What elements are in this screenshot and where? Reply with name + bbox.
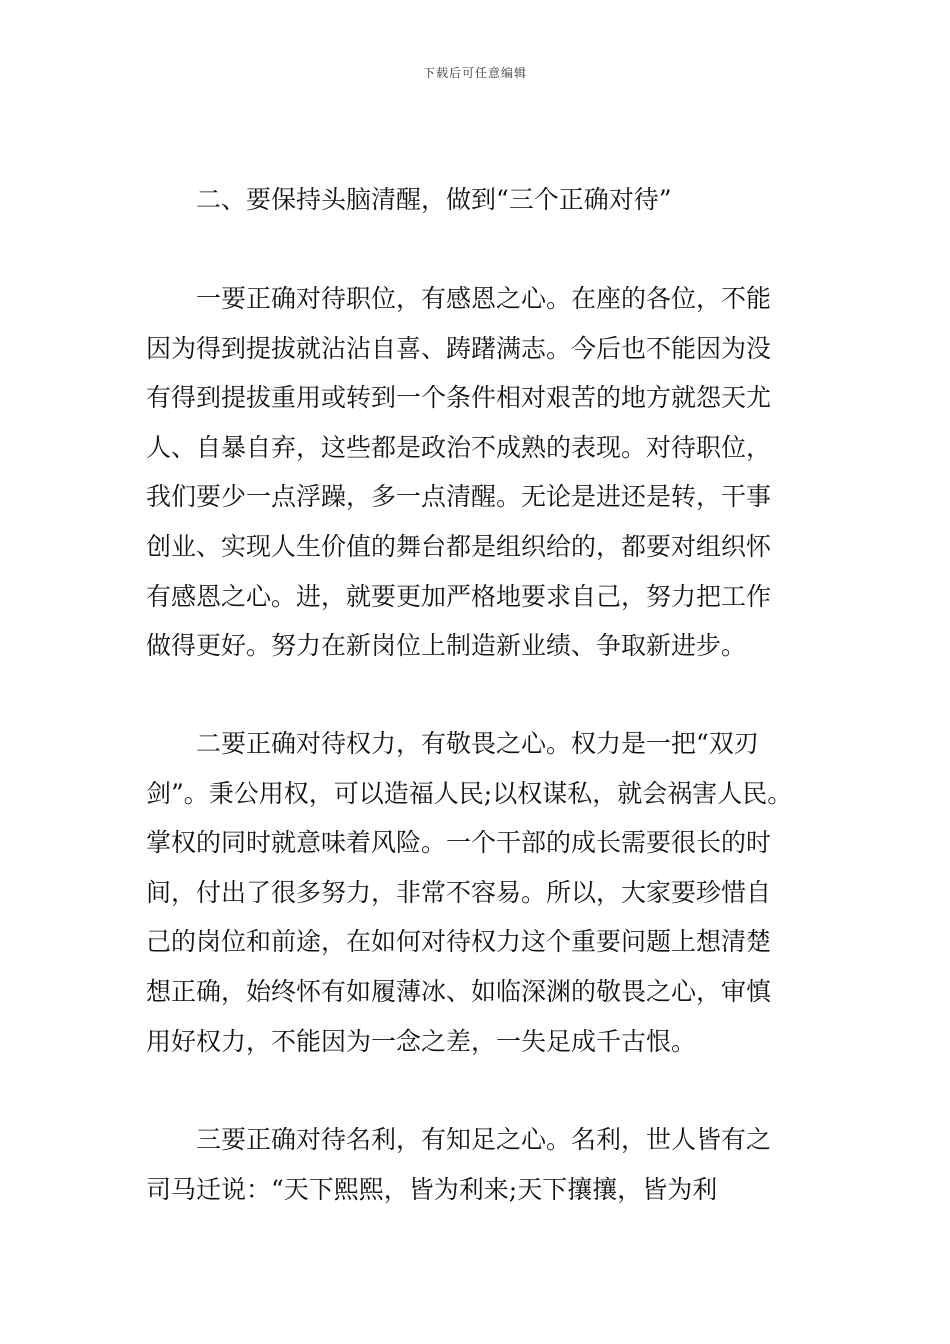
paragraph-line: 因为得到提拔就沾沾自喜、踌躇满志。今后也不能因为没 bbox=[146, 333, 772, 363]
paragraph-line: 司马迁说：“天下熙熙，皆为利来;天下攘攘，皆为利 bbox=[146, 1174, 718, 1204]
page-header: 下载后可任意编辑 bbox=[422, 66, 527, 80]
paragraph-line: 己的岗位和前途，在如何对待权力这个重要问题上想清楚 bbox=[146, 927, 772, 957]
paragraph-line: 人、自暴自弃，这些都是政治不成熟的表现。对待职位， bbox=[146, 432, 772, 462]
paragraph-line: 有感恩之心。进，就要更加严格地要求自己，努力把工作 bbox=[146, 581, 772, 611]
paragraph-line: 一要正确对待职位，有感恩之心。在座的各位，不能 bbox=[196, 284, 772, 313]
paragraph-line: 想正确，始终怀有如履薄冰、如临深渊的敬畏之心，审慎 bbox=[146, 976, 772, 1006]
paragraph-line: 二要正确对待权力，有敬畏之心。权力是一把“双刃 bbox=[196, 729, 759, 758]
section-heading: 二、要保持头脑清醒，做到“三个正确对待” bbox=[196, 185, 672, 214]
paragraph-line: 用好权力，不能因为一念之差，一失足成千古恨。 bbox=[146, 1026, 697, 1056]
paragraph-line: 三要正确对待名利，有知足之心。名利，世人皆有之 bbox=[196, 1125, 772, 1154]
paragraph-line: 掌权的同时就意味着风险。一个干部的成长需要很长的时 bbox=[146, 828, 772, 858]
paragraph-line: 间，付出了很多努力，非常不容易。所以，大家要珍惜自 bbox=[146, 877, 772, 907]
paragraph-2 bbox=[146, 719, 826, 1066]
paragraph-line: 创业、实现人生价值的舞台都是组织给的，都要对组织怀 bbox=[146, 531, 772, 561]
paragraph-line: 有得到提拔重用或转到一个条件相对艰苦的地方就怨天尤 bbox=[146, 383, 772, 413]
paragraph-1 bbox=[146, 274, 826, 671]
paragraph-line: 我们要少一点浮躁，多一点清醒。无论是进还是转，干事 bbox=[146, 482, 772, 512]
paragraph-line: 剑”。秉公用权，可以造福人民;以权谋私，就会祸害人民。 bbox=[146, 778, 793, 808]
paragraph-line: 做得更好。努力在新岗位上制造新业绩、争取新进步。 bbox=[146, 631, 747, 661]
paragraph-3 bbox=[146, 1115, 826, 1214]
